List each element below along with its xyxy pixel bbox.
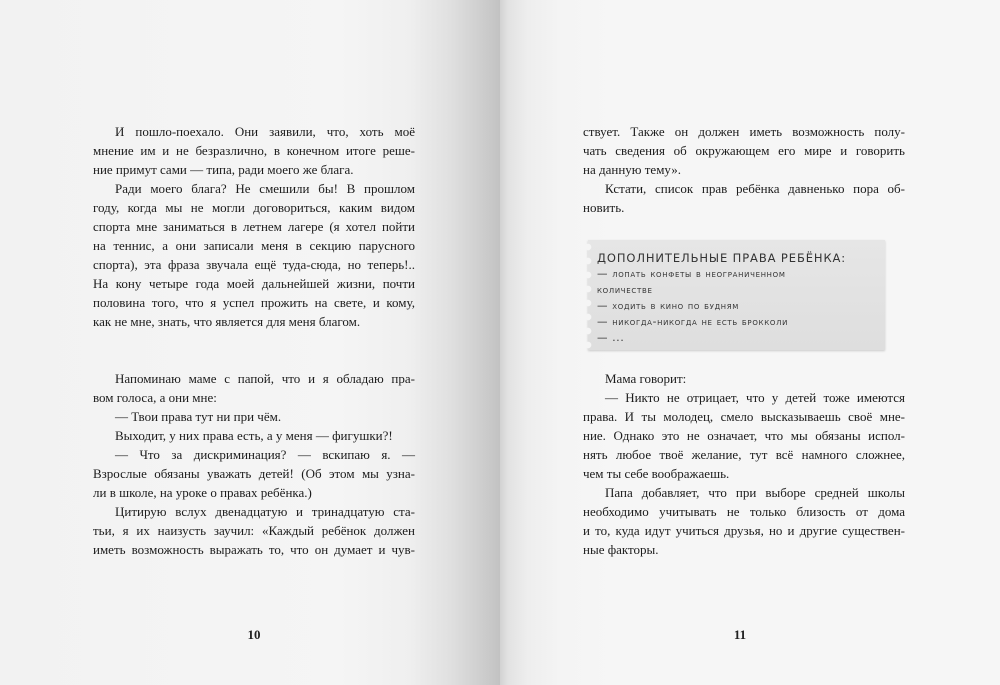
text-line: Ради моего блага? Не смешили бы! В прошлом <box>115 181 415 196</box>
paragraph <box>583 369 905 388</box>
text-line: вом голоса, а они мне: <box>93 390 217 405</box>
text-line: ние. Однако это не означает, что мы обязаны испол- <box>583 428 905 443</box>
text-line: спорта), эта фраза звучала ещё туда-сюда, но теперь!.. <box>93 257 415 272</box>
paragraph <box>93 445 415 502</box>
text-line: И пошло-поехало. Они заявили, что, хоть моё <box>115 124 415 139</box>
note-card-line: — лопать конфеты в неограниченном <box>597 268 786 280</box>
text-line: Папа добавляет, что при выборе средней школы <box>605 485 905 500</box>
text-line: иметь возможность выражать то, что он думает и чув- <box>93 542 415 557</box>
note-card <box>588 240 885 350</box>
text-line: ствует. Также он должен иметь возможность полу- <box>583 124 905 139</box>
text-line: спорта мне заниматься в летнем лагере (я хотел пойти <box>93 219 415 234</box>
page-number: 11 <box>733 627 747 642</box>
note-card-line: — ходить в кино по будням <box>597 300 740 312</box>
text-line: Мама говорит: <box>605 371 687 386</box>
text-line: году, когда мы не могли договориться, каким видом <box>93 200 415 215</box>
paragraph <box>93 179 415 331</box>
text-line: — Никто не отрицает, что у детей тоже имеются <box>605 390 905 405</box>
text-line: Цитирую вслух двенадцатую и тринадцатую ста- <box>115 504 415 519</box>
paragraph <box>93 502 415 559</box>
text-block-bottom <box>93 369 415 559</box>
text-line: на данную тему». <box>583 162 681 177</box>
text-line: Кстати, список прав ребёнка давненько пора об- <box>605 181 905 196</box>
text-line: — Что за дискриминация? — вскипаю я. — <box>115 447 415 462</box>
note-card-line: количестве <box>597 284 653 296</box>
text-line: мнение им и не безразлично, в конечном итоге реше- <box>93 143 415 158</box>
text-block-top <box>93 122 415 331</box>
text-line: чем ты себе воображаешь. <box>583 466 730 481</box>
text-line: ные факторы. <box>583 542 659 557</box>
paragraph <box>583 179 905 217</box>
text-line: ние примут сами — типа, ради моего же блага. <box>93 162 354 177</box>
text-line: нять любое твоё желание, тут всё намного сложнее, <box>583 447 905 462</box>
paragraph <box>583 483 905 559</box>
text-block-bottom <box>583 369 905 559</box>
text-line: Выходит, у них права есть, а у меня — фигушки?! <box>115 428 393 443</box>
text-line: — Твои права тут ни при чём. <box>115 409 282 424</box>
text-line: ли в школе, на уроке о правах ребёнка.) <box>93 485 312 500</box>
paragraph <box>583 388 905 483</box>
paragraph <box>93 426 415 445</box>
torn-edge <box>583 240 593 350</box>
text-line: права. И ты молодец, смело высказываешь своё мне- <box>583 409 905 424</box>
note-card-line: — никогда-никогда не есть брокколи <box>597 316 789 328</box>
text-line: половина того, что я успел прожить на свете, и кому, <box>93 295 415 310</box>
page-number: 10 <box>247 627 261 642</box>
text-line: Взрослые обязаны уважать детей! (Об этом мы узна- <box>93 466 415 481</box>
note-card-line: — ... <box>597 332 625 344</box>
text-line: чать сведения об окружающем его мире и говорить <box>583 143 905 158</box>
text-line: и то, куда идут учиться друзья, но и другие существен- <box>583 523 905 538</box>
right-page <box>500 0 1000 685</box>
text-line: как не мне, знать, что является для меня благом. <box>93 314 361 329</box>
paragraph <box>583 122 905 179</box>
text-line: тьи, я их наизусть заучил: «Каждый ребёнок должен <box>93 523 415 538</box>
text-line: новить. <box>583 200 625 215</box>
text-line: необходимо учитывать не только близость от дома <box>583 504 905 519</box>
paragraph <box>93 122 415 179</box>
text-line: Напоминаю маме с папой, что и я обладаю пра- <box>115 371 415 386</box>
paragraph <box>93 369 415 407</box>
text-block-top <box>583 122 905 217</box>
text-line: На кону четыре года моей дальнейшей жизни, почти <box>93 276 415 291</box>
note-card-title: ДОПОЛНИТЕЛЬНЫЕ ПРАВА РЕБЁНКА: <box>597 251 847 265</box>
paragraph <box>93 407 415 426</box>
text-line: на теннис, а они записали меня в секцию парусного <box>93 238 415 253</box>
